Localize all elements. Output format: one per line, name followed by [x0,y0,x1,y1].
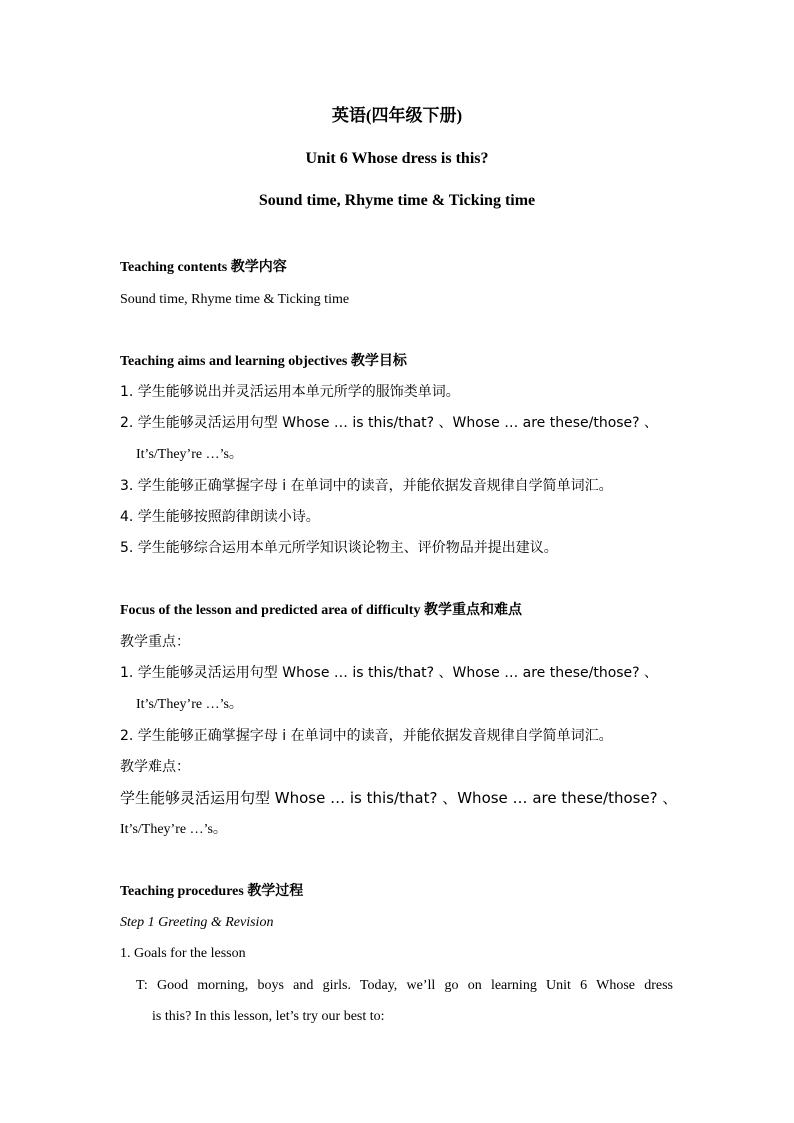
contents-text: Sound time, Rhyme time & Ticking time [120,292,350,307]
key-point-item: 1. 学生能够灵活运用句型 Whose … is this/that? 、Whose … are these/those? 、 [120,665,659,681]
aims-heading: Teaching aims and learning objectives 教学目标 [120,354,407,369]
procedures-heading: Teaching procedures 教学过程 [120,884,304,899]
aim-item: 2. 学生能够灵活运用句型 Whose … is this/that? 、Whose … are these/those? 、 [120,415,659,431]
aim-item: 3. 学生能够正确掌握字母 i 在单词中的读音，并能依据发音规律自学简单词汇。 [120,478,613,494]
dialog-line: T: Good morning, boys and girls. Today, we’ll go on learning Unit 6 Whose dress [136,978,673,993]
aim-item: 1. 学生能够说出并灵活运用本单元所学的服饰类单词。 [120,384,460,400]
difficult-points-label: 教学难点： [120,759,190,775]
dialog-line: is this? In this lesson, let’s try our best to: [152,1009,385,1024]
document-title: 英语(四年级下册) [331,106,463,125]
aim-item: 4. 学生能够按照韵律朗读小诗。 [120,509,320,525]
goals-item: 1. Goals for the lesson [120,946,246,961]
key-points-label: 教学重点： [120,634,190,650]
focus-heading: Focus of the lesson and predicted area of difficulty 教学重点和难点 [120,603,522,618]
key-point-item-continued: It’s/They’re …’s。 [136,697,243,712]
contents-heading: Teaching contents 教学内容 [120,260,287,275]
lesson-title: Sound time, Rhyme time & Ticking time [258,192,536,209]
key-point-item: 2. 学生能够正确掌握字母 i 在单词中的读音，并能依据发音规律自学简单词汇。 [120,728,613,744]
unit-title: Unit 6 Whose dress is this? [305,150,489,167]
step-heading: Step 1 Greeting & Revision [120,915,274,930]
difficult-point-item: 学生能够灵活运用句型 Whose … is this/that? 、Whose … are these/those? 、 [120,789,678,807]
difficult-point-item-continued: It’s/They’re …’s。 [120,822,227,837]
aim-item: 5. 学生能够综合运用本单元所学知识谈论物主、评价物品并提出建议。 [120,540,558,556]
aim-item-continued: It’s/They’re …’s。 [136,447,243,462]
